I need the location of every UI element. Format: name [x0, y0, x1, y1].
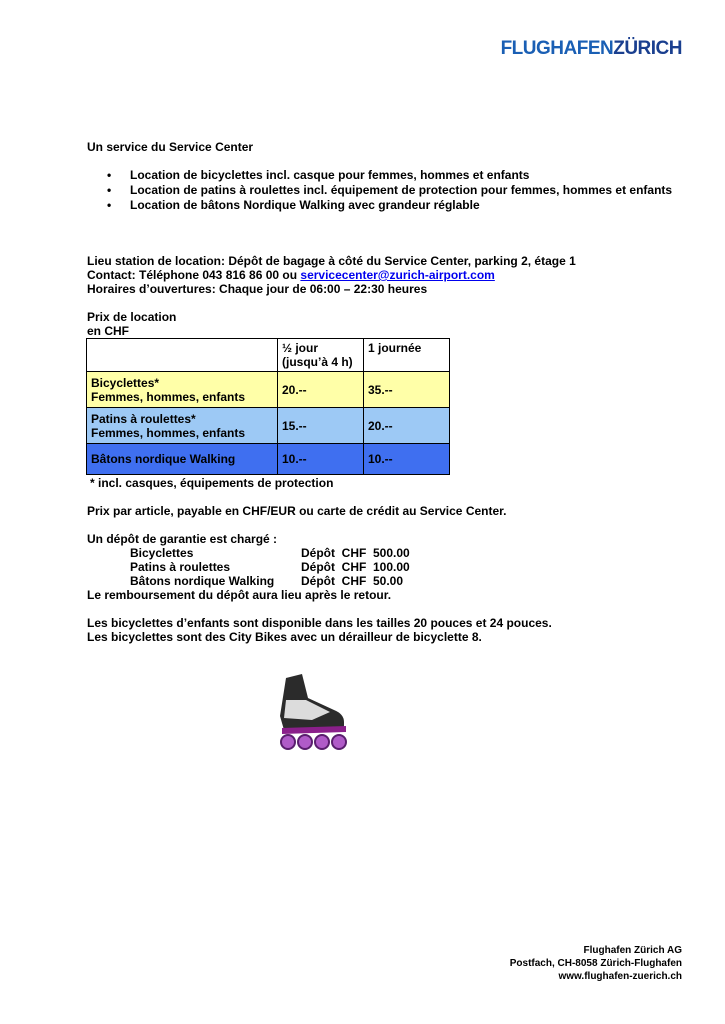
header-cell-half-day: ½ jour (jusqu’à 4 h)	[278, 339, 364, 372]
half-day-price: 15.--	[278, 408, 364, 444]
table-header-row	[87, 339, 450, 372]
row-label: Patins à roulettes* Femmes, hommes, enfants	[87, 408, 278, 444]
deposit-row: Patins à roulettes Dépôt CHF 100.00	[130, 560, 410, 574]
inline-skate-image	[272, 670, 356, 754]
full-day-price: 10.--	[364, 444, 450, 475]
services-list	[87, 168, 672, 213]
row-label: Bâtons nordique Walking	[87, 444, 278, 475]
location-info	[87, 254, 576, 296]
list-item: • Location de bicyclettes incl. casque pour femmes, hommes et enfants	[87, 168, 672, 183]
location-line: Lieu station de location: Dépôt de bagage à côté du Service Center, parking 2, étage 1	[87, 254, 576, 268]
table-row	[87, 372, 450, 408]
header-cell-full-day: 1 journée	[364, 339, 450, 372]
deposit-section	[87, 532, 410, 602]
full-day-price: 20.--	[364, 408, 450, 444]
header-cell	[87, 339, 278, 372]
contact-line: Contact: Téléphone 043 816 86 00 ou servicecenter@zurich-airport.com	[87, 268, 495, 282]
table-row	[87, 408, 450, 444]
list-item: • Location de bâtons Nordique Walking avec grandeur réglable	[87, 198, 672, 213]
deposit-row: Bicyclettes Dépôt CHF 500.00	[130, 546, 410, 560]
intro-text: Un service du Service Center	[87, 140, 254, 154]
bike-info: Les bicyclettes d’enfants sont disponible dans les tailles 20 pouces et 24 pouces. Les bicyclettes sont des City Bikes avec un dérailleur de bicyclette 8.	[87, 616, 552, 644]
payment-info: Prix par article, payable en CHF/EUR ou carte de crédit au Service Center.	[87, 504, 507, 518]
price-table	[86, 338, 450, 475]
table-note: * incl. casques, équipements de protection	[90, 476, 334, 490]
email-link[interactable]: servicecenter@zurich-airport.com	[300, 268, 495, 282]
flughafen-zurich-logo: FLUGHAFENZÜRICH	[500, 38, 682, 59]
list-item: • Location de patins à roulettes incl. équipement de protection pour femmes, hommes et enfants	[87, 183, 672, 198]
hours-line: Horaires d’ouvertures: Chaque jour de 06:00 – 22:30 heures	[87, 282, 428, 296]
half-day-price: 10.--	[278, 444, 364, 475]
row-label: Bicyclettes* Femmes, hommes, enfants	[87, 372, 278, 408]
deposit-row: Bâtons nordique Walking Dépôt CHF 50.00	[130, 574, 404, 588]
full-day-price: 35.--	[364, 372, 450, 408]
table-row	[87, 444, 450, 475]
deposit-title: Un dépôt de garantie est chargé :	[87, 532, 278, 546]
price-heading: Prix de location en CHF	[87, 310, 177, 338]
refund-line: Le remboursement du dépôt aura lieu après le retour.	[87, 588, 392, 602]
footer-address: Flughafen Zürich AG Postfach, CH-8058 Zürich-Flughafen www.flughafen-zuerich.ch	[509, 945, 682, 982]
half-day-price: 20.--	[278, 372, 364, 408]
